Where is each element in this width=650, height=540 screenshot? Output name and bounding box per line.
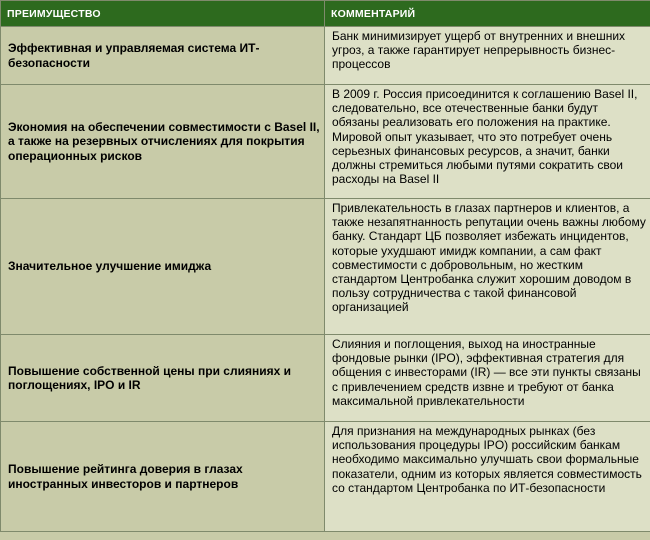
column-header-advantage: ПРЕИМУЩЕСТВО — [1, 1, 325, 27]
advantage-cell: Значительное улучшение имиджа — [1, 199, 325, 335]
comment-cell: Для признания на международных рынках (без использования процедуры IPO) российским банкам необходимо максимально улучшать свои формальные показатели, одним из которых является совместимость со стандартом Центробанка по ИТ-безопасности — [325, 422, 650, 532]
table-row — [1, 199, 650, 335]
comment-cell: В 2009 г. Россия присоединится к соглашению Basel II, следовательно, все отечественные банки будут обязаны реализовать его положения на практике. Мировой опыт указывает, что это потребует очень серьезных финансовых ресурсов, а значит, банки должны стремиться любыми путями сократить свои расходы на Basel II — [325, 85, 650, 199]
comment-cell: Привлекательность в глазах партнеров и клиентов, а также незапятнанность репутации очень важны любому банку. Стандарт ЦБ позволяет избежать инцидентов, которые ухудшают имидж компании, а сам факт совместимости с добровольным, но жестким стандартом Центробанка служит хорошим доводом в пользу сотрудничества с такой финансовой организацией — [325, 199, 650, 335]
table-row — [1, 335, 650, 422]
table-row — [1, 422, 650, 532]
table-row — [1, 85, 650, 199]
comment-cell: Слияния и поглощения, выход на иностранные фондовые рынки (IPO), эффективная стратегия для общения с инвесторами (IR) — все эти пункты связаны с привлечением средств извне и требуют от банка максимальной привлекательности — [325, 335, 650, 422]
comment-cell: Банк минимизирует ущерб от внутренних и внешних угроз, а также гарантирует непрерывность бизнес-процессов — [325, 27, 650, 85]
advantage-cell: Экономия на обеспечении совместимости с Basel II, а также на резервных отчислениях для покрытия операционных рисков — [1, 85, 325, 199]
advantage-cell: Эффективная и управляемая система ИТ-безопасности — [1, 27, 325, 85]
column-header-comment: КОММЕНТАРИЙ — [325, 1, 650, 27]
table-header-row — [1, 1, 650, 27]
advantage-cell: Повышение рейтинга доверия в глазах иностранных инвесторов и партнеров — [1, 422, 325, 532]
advantage-cell: Повышение собственной цены при слияниях и поглощениях, IPO и IR — [1, 335, 325, 422]
table-row — [1, 27, 650, 85]
